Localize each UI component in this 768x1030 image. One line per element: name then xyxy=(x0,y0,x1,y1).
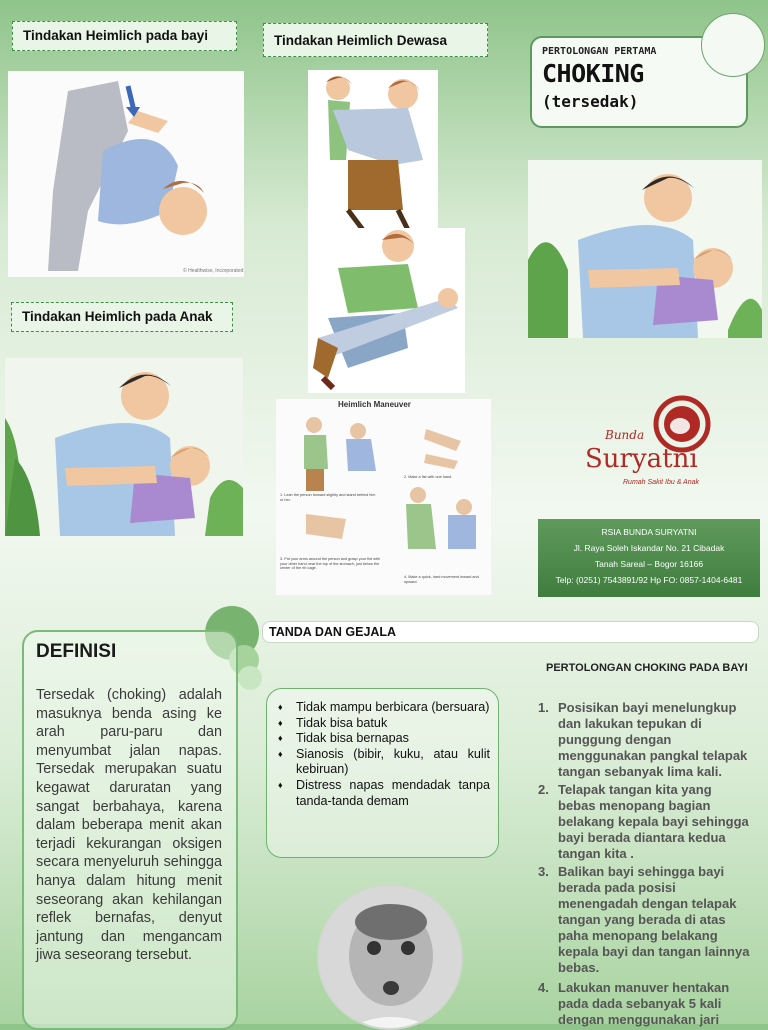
definisi-title: DEFINISI xyxy=(36,641,117,662)
tanda-item: ♦ Distress napas mendadak tanpa tanda-tanda demam xyxy=(278,778,490,809)
infant-heimlich-illustration xyxy=(8,71,244,277)
contact-box xyxy=(538,519,760,597)
child-heimlich-illustration-right xyxy=(528,160,762,338)
bayi-step xyxy=(538,700,752,780)
decorative-bubble-small xyxy=(238,666,262,690)
bayi-step-number: 1. xyxy=(538,700,549,715)
contact-address-2: Tanah Sareal – Bogor 16166 xyxy=(594,559,704,569)
bayi-step-text: Posisikan bayi menelungkup dan lakukan tepukan di punggung dengan menggunakan pangkal telapak tangan sebanyak lima kali. xyxy=(558,700,748,779)
tanda-item: ♦ Tidak bisa bernapas xyxy=(278,731,490,747)
decorative-circle xyxy=(701,13,765,77)
bayi-step-text: Lakukan manuver hentakan pada dada sebanyak 5 kali dengan menggunakan jari xyxy=(558,980,730,1027)
label-heimlich-bayi: Tindakan Heimlich pada bayi xyxy=(12,21,237,51)
adult-lying-illustration xyxy=(308,228,465,393)
maneuver-step-4: 4. Make a quick, hard movement inward and upward. xyxy=(404,575,479,584)
bayi-step-number: 2. xyxy=(538,782,549,797)
logo-script: Bunda xyxy=(605,428,645,442)
label-heimlich-dewasa: Tindakan Heimlich Dewasa xyxy=(263,23,488,57)
bayi-steps-heading: PERTOLONGAN CHOKING PADA BAYI xyxy=(546,662,748,674)
bayi-step-number: 3. xyxy=(538,864,549,879)
label-heimlich-anak: Tindakan Heimlich pada Anak xyxy=(11,302,233,332)
bayi-step xyxy=(538,980,752,1028)
tanda-item: ♦ Tidak bisa batuk xyxy=(278,716,490,732)
logo-tagline: Rumah Sakit Ibu & Anak xyxy=(623,479,700,486)
title-sub: (tersedak) xyxy=(542,92,639,111)
tanda-list xyxy=(278,700,490,809)
maneuver-step-1: 1. Lean the person forward slightly and stand behind him or her. xyxy=(280,493,376,502)
bayi-step xyxy=(538,782,752,862)
heimlich-maneuver-diagram xyxy=(276,399,491,595)
adult-heimlich-illustration xyxy=(308,70,438,232)
illustration-watermark: © Healthwise, Incorporated xyxy=(183,268,244,274)
contact-address-1: Jl. Raya Soleh Iskandar No. 21 Cibadak xyxy=(573,543,725,553)
contact-phone: Telp: (0251) 7543891/92 Hp FO: 0857-1404-6481 xyxy=(555,575,743,585)
maneuver-step-2: 2. Make a fist with one hand. xyxy=(404,475,453,479)
hospital-logo xyxy=(585,394,715,494)
tanda-item: ♦ Tidak mampu berbicara (bersuara) xyxy=(278,700,490,716)
tanda-item: ♦ Sianosis (bibir, kuku, atau kulit kebiruan) xyxy=(278,747,490,778)
bayi-step-text: Balikan bayi sehingga bayi berada pada posisi menengadah dengan telapak tangan yang berada di atas paha menopang belakang kepala bayi dan tangan lainnya bebas. xyxy=(558,864,750,975)
contact-name: RSIA BUNDA SURYATNI xyxy=(601,527,697,537)
definisi-text: Tersedak (choking) adalah masuknya benda asing ke arah paru-paru dan menyumbat jalan napas. Tersedak merupakan suatu kegawat daruratan yang sangat berbahaya, karena dalam beberapa menit akan terjadi kekurangan oksigen secara menyeluruh sehingga hanya dalam hitung menit seseorang akan kehilangan reflek bernafas, denyut jantung dan mengancam jiwa seseorang tersebut. xyxy=(36,687,222,964)
bayi-step-text: Telapak tangan kita yang bebas menopang bagian belakang kepala bayi sehingga bayi berada diantara kedua tangan kita . xyxy=(558,782,749,861)
bayi-steps-list xyxy=(538,700,752,1030)
title-small: PERTOLONGAN PERTAMA xyxy=(542,46,657,57)
title-main: CHOKING xyxy=(542,59,644,88)
anak-heimlich-illustration xyxy=(5,358,243,536)
baby-photo xyxy=(317,884,463,1030)
maneuver-title: Heimlich Maneuver xyxy=(338,400,411,409)
bayi-step-number: 4. xyxy=(538,980,549,995)
tanda-heading: TANDA DAN GEJALA xyxy=(262,621,759,643)
maneuver-step-3: 3. Put your arms around the person and grasp your fist with your other hand near the top of the stomach, just below the center of the rib cage. xyxy=(280,557,380,571)
logo-name: Suryatni xyxy=(585,444,698,474)
bayi-step xyxy=(538,864,752,976)
